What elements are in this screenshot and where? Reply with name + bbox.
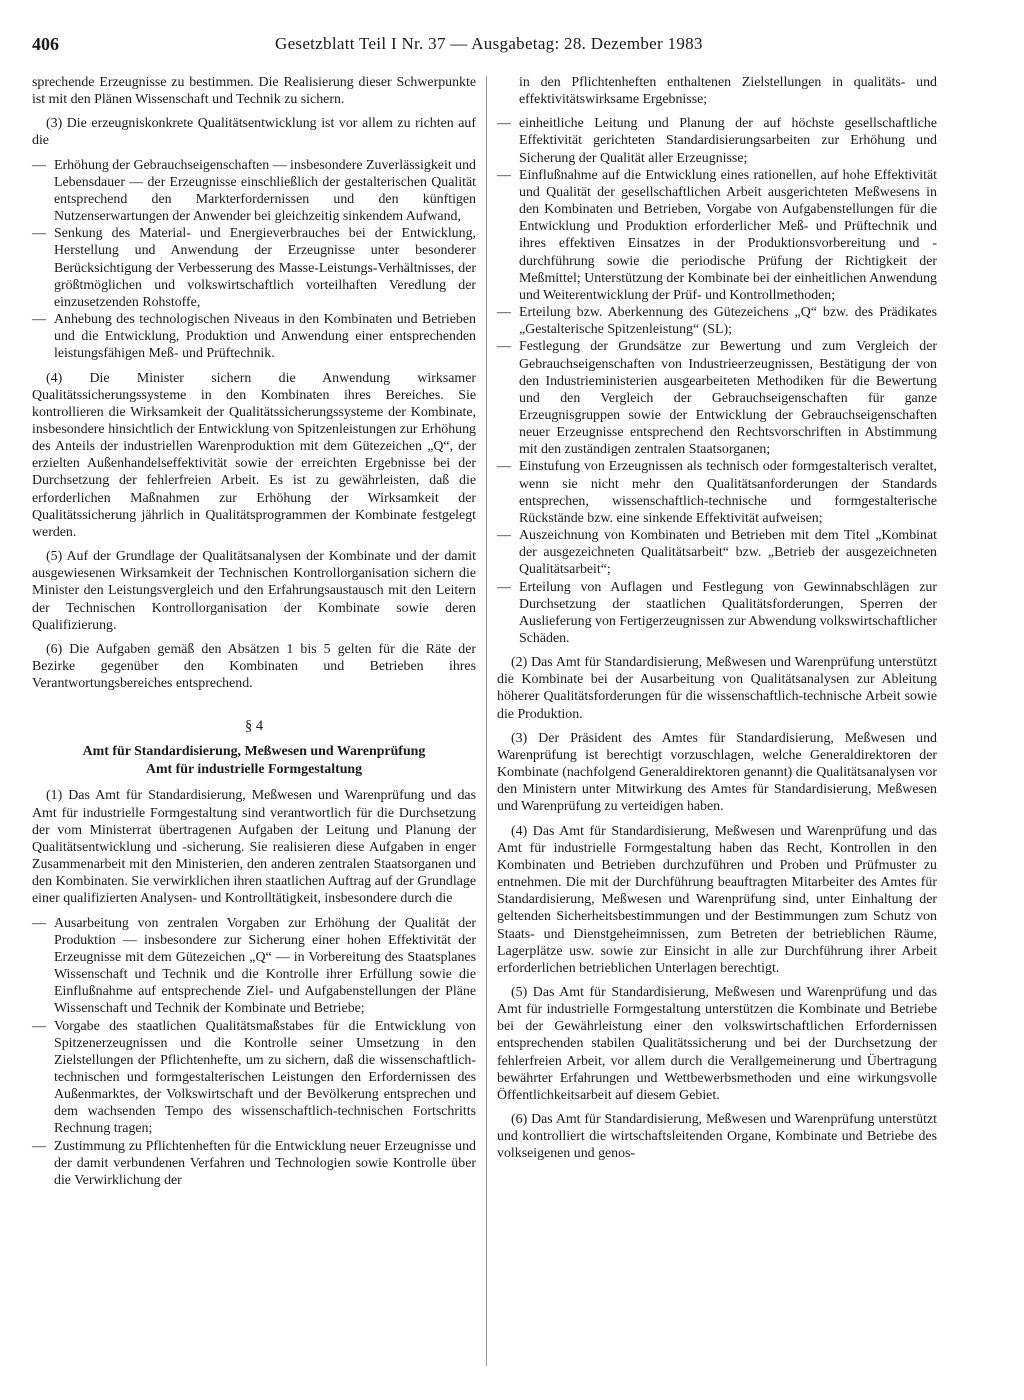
paragraph-5: (5) Auf der Grundlage der Qualitätsanalysen der Kombinate und der damit ausgewiesenen Wirksamkeit der Technischen Kontrollorganisation sichern die Minister den Leistungsvergleich und den Erfahrungsaustausch mit den Leitern der Technischen Kontrollorganisation der Kombinate sowie deren Qualifizierung. xyxy=(32,549,476,633)
right-column xyxy=(497,74,937,1170)
column-divider xyxy=(486,76,487,1366)
list-item: — einheitliche Leitung und Planung der auf höchste gesellschaftliche Effektivität gerichteten Standardisierungsarbeiten zur Erhöhung und Sicherung der Qualität aller Erzeugnisse; xyxy=(497,115,937,166)
list-item: — Erhöhung der Gebrauchseigenschaften — insbesondere Zuverlässigkeit und Lebensdauer — der Erzeugnisse einschließlich der gestalterischen Qualität entsprechend den Markterfordernissen und den künftigen Nutzenserwartungen der Anwender bei gleichzeitig sinkendem Aufwand, xyxy=(32,157,476,226)
page-number: 406 xyxy=(32,34,59,54)
paragraph-continued: sprechende Erzeugnisse zu bestimmen. Die Realisierung dieser Schwerpunkte ist mit den Plänen Wissenschaft und Technik zu sichern. xyxy=(32,75,476,108)
right-list xyxy=(497,115,937,647)
section-paragraph-2: (2) Das Amt für Standardisierung, Meßwesen und Warenprüfung unterstützt die Kombinate bei der Ausarbeitung von Qualitätsanalysen zur Ableitung höherer Qualitätsforderungen für die wissenschaftlich-technische Arbeit sowie die Produktion. xyxy=(497,655,937,722)
paragraph-3: (3) Die erzeugniskonkrete Qualitätsentwicklung ist vor allem zu richten auf die xyxy=(32,116,476,149)
section-paragraph-3: (3) Der Präsident des Amtes für Standardisierung, Meßwesen und Warenprüfung ist berechtigt vorzuschlagen, welche Generaldirektoren der Kombinate (nachfolgend Generaldirektoren genannt) die Qualitätsanalysen vor den Ministern unter Mitwirkung des Amtes für Standardisierung, Meßwesen und Warenprüfung zu verteidigen haben. xyxy=(497,730,937,815)
list-item-continued: in den Pflichtenheften enthaltenen Zielstellungen in qualitäts- und effektivitätswirksame Ergebnisse; xyxy=(519,75,937,108)
list-item: — Zustimmung zu Pflichtenheften für die Entwicklung neuer Erzeugnisse und der damit verbundenen Verfahren und Technologien sowie Kontrolle über die Verwirklichung der xyxy=(32,1138,476,1189)
paragraph-6: (6) Die Aufgaben gemäß den Absätzen 1 bis 5 gelten für die Räte der Bezirke gegenüber den Kombinaten und Betrieben ihres Verantwortungsbereiches entsprechend. xyxy=(32,641,476,692)
section-paragraph-4: (4) Das Amt für Standardisierung, Meßwesen und Warenprüfung und das Amt für industrielle Formgestaltung haben das Recht, Kontrollen in den Kombinaten und Betrieben durchzuführen und Proben und Prüfmuster zu entnehmen. Die mit der Durchführung beauftragten Mitarbeiter des Amtes für Standardisierung, Meßwesen und Warenprüfung sind, unter Einhaltung der geltenden Sicherheitsbestimmungen und der Bestimmungen zum Schutz von Staats- und Dienstgeheimnissen, zum Betreten der betrieblichen Räume, Lagerplätze usw. sowie zur Einsicht in alle zur Durchführung ihrer Arbeit erforderlichen betrieblichen Unterlagen berechtigt. xyxy=(497,823,937,976)
left-column xyxy=(32,74,476,1196)
section-heading xyxy=(32,743,476,778)
list-item: — Erteilung von Auflagen und Festlegung von Gewinnabschlägen zur Durchsetzung der staatlichen Qualitätsforderungen, Sperren der Auslieferung von Fertigerzeugnissen zur Abwendung volkswirtschaftlicher Schäden. xyxy=(497,579,937,648)
list-item: — Einstufung von Erzeugnissen als technisch oder formgestalterisch veraltet, wenn sie nicht mehr den Qualitätsanforderungen der Standards entsprechen, wissenschaftlich-technische und formgestalterische Rückstände bzw. eine sinkende Effektivität aufweisen; xyxy=(497,458,937,527)
list-item: — Festlegung der Grundsätze zur Bewertung und zum Vergleich der Gebrauchseigenschaften von Industrieerzeugnissen, Bestätigung der von den Industrieministerien ausgearbeiteten Methodiken für die Bewertung und den Vergleich der Gebrauchseigenschaften für ganze Erzeugnisgruppen sowie der Entwicklung der Gebrauchseigenschaften neuer Erzeugnisse entsprechend den Rechtsvorschriften in Abstimmung mit den zuständigen zentralen Staatsorganen; xyxy=(497,338,937,458)
list-item: — Einflußnahme auf die Entwicklung eines rationellen, auf hohe Effektivität und Qualität der gesellschaftlichen Arbeit ausgerichteten Meßwesens in den Kombinaten und Betrieben, Vorgabe von Aufgabenstellungen für die Entwicklung und Produktion erforderlicher Meß- und Prüftechnik und ihres effektiven Einsatzes in der Produktionsvorbereitung und -durchführung sowie die periodische Prüfung der Richtigkeit der Meßmittel; Unterstützung der Kombinate bei der einheitlichen Anwendung und Weiterentwicklung der Prüf- und Kontrollmethoden; xyxy=(497,167,937,304)
section-title-line-2: Amt für industrielle Formgestaltung xyxy=(145,761,363,777)
section-paragraph-6: (6) Das Amt für Standardisierung, Meßwesen und Warenprüfung unterstützt und kontrolliert die wirtschaftsleitenden Organe, Kombinate und Betriebe des volkseigenen und genos- xyxy=(497,1112,937,1162)
list-item: — Erteilung bzw. Aberkennung des Gütezeichens „Q“ bzw. des Prädikates „Gestalterische Spitzenleistung“ (SL); xyxy=(497,304,937,338)
section-paragraph-1: (1) Das Amt für Standardisierung, Meßwesen und Warenprüfung und das Amt für industrielle Formgestaltung sind verantwortlich für die Durchsetzung der vom Ministerrat übertragenen Aufgaben der Leitung und Planung der Qualitätsentwicklung und -sicherung. Sie realisieren diese Aufgaben in enger Zusammenarbeit mit den Ministerien, den anderen zentralen Staatsorganen und den Kombinaten. Sie verwirklichen ihren staatlichen Auftrag auf der Grundlage einer qualifizierten Analysen- und Kontrolltätigkeit, insbesondere durch die xyxy=(32,788,476,907)
list-item: — Anhebung des technologischen Niveaus in den Kombinaten und Betrieben und die Entwicklung, Produktion und Anwendung einer entsprechenden leistungsfähigen Meß- und Prüftechnik. xyxy=(32,311,476,362)
section-paragraph-1-list xyxy=(32,915,476,1190)
header-title: Gesetzblatt Teil I Nr. 37 — Ausgabetag: 28. Dezember 1983 xyxy=(275,34,703,53)
list-item: — Senkung des Material- und Energieverbrauches bei der Entwicklung, Herstellung und Anwendung der Erzeugnisse unter besonderer Berücksichtigung der Verbesserung des Masse-Leistungs-Verhältnisses, der größtmöglichen und volkswirtschaftlich vorteilhaften Veredlung der einzusetzenden Rohstoffe, xyxy=(32,225,476,311)
page-header xyxy=(32,34,982,58)
paragraph-4: (4) Die Minister sichern die Anwendung wirksamer Qualitätssicherungssysteme in den Kombinaten ihres Bereiches. Sie kontrollieren die Wirksamkeit der Qualitätssicherungssysteme der Kombinate, insbesondere hinsichtlich der Entwicklung von Spitzenleistungen zur Erhöhung des Anteils der industriellen Warenproduktion mit dem Gütezeichen „Q“, der erzielten Außenhandelseffektivität sowie der erreichten Ergebnisse bei der Durchsetzung der fehlerfreien Arbeit. Es ist zu gewährleisten, daß die erforderlichen Maßnahmen zur Erhöhung der Wirksamkeit der Qualitätssicherung jährlich in Qualitätsprogrammen der Kombinate festgelegt werden. xyxy=(32,370,476,540)
section-title-line-1: Amt für Standardisierung, Meßwesen und Warenprüfung xyxy=(82,744,426,760)
list-item: — Ausarbeitung von zentralen Vorgaben zur Erhöhung der Qualität der Produktion — insbesondere zur Sicherung einer hohen Effektivität der Erzeugnisse mit dem Gütezeichen „Q“ — in Vorbereitung des Staatsplanes Wissenschaft und Technik und die Kontrolle ihrer Erfüllung sowie die Einflußnahme auf entsprechende Ziel- und Aufgabenstellungen der Pläne Wissenschaft und Technik der Kombinate und Betriebe; xyxy=(32,915,476,1018)
section-number: § 4 xyxy=(244,718,264,735)
paragraph-3-list xyxy=(32,157,476,363)
list-item: — Auszeichnung von Kombinaten und Betrieben mit dem Titel „Kombinat der ausgezeichneten Qualitätsarbeit“ bzw. „Betrieb der ausgezeichneten Qualitätsarbeit“; xyxy=(497,527,937,578)
list-item: — Vorgabe des staatlichen Qualitätsmaßstabes für die Entwicklung von Spitzenerzeugnissen und die Kontrolle seiner Umsetzung in den Zielstellungen der Pflichtenhefte, um zu sichern, daß die wissenschaftlich-technischen und formgestalterischen Leistungen den Erfordernissen des Außenmarktes, der Volkswirtschaft und der Bevölkerung entsprechen und dem wachsenden Tempo des wissenschaftlich-technischen Fortschritts Rechnung tragen; xyxy=(32,1018,476,1138)
section-paragraph-5: (5) Das Amt für Standardisierung, Meßwesen und Warenprüfung und das Amt für industrielle Formgestaltung unterstützen die Kombinate und Betriebe bei der Gewährleistung einer den volkswirtschaftlichen Erfordernissen entsprechenden stabilen Qualitätssicherung und bei der Durchsetzung der fehlerfreien Arbeit, vor allem durch die Verallgemeinerung und Übertragung bewährter Erfahrungen und Wettbewerbsmethoden und eine wirkungsvolle Öffentlichkeitsarbeit auf diesem Gebiet. xyxy=(497,984,937,1103)
